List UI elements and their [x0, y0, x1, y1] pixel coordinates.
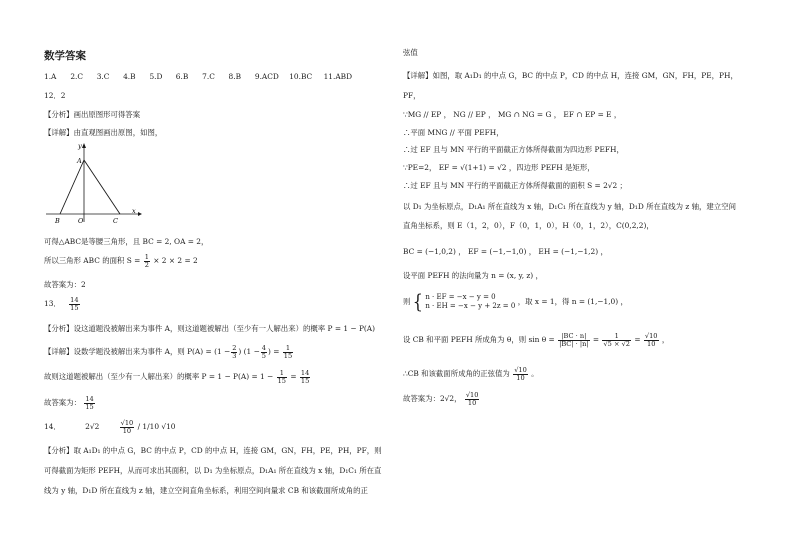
page-title: 数学答案 [44, 50, 86, 62]
frac-num: 4 [261, 344, 266, 352]
system-prefix: 则 [403, 297, 411, 307]
right-line-16-final [403, 392, 480, 406]
label-b: B [55, 217, 60, 225]
answer-6: 6.B [175, 72, 189, 81]
frac-num: √10 [514, 366, 527, 374]
system-suffix: ，取 x = 1，得 n = (1,−1,0) ， [517, 297, 628, 307]
right-line-2: 【详解】如图，取 A₁D₁ 的中点 G，BC 的中点 P，CD 的中点 H，连接 GM，GN，FH，PE，PH， [403, 71, 738, 80]
left-brace: { [412, 290, 423, 313]
frac-den: 15 [283, 351, 293, 360]
right-line-6: ∴过 EF 且与 MN 平行的平面截正方体所得截面为四边形 PEFH， [403, 145, 624, 154]
sine-fraction-1 [558, 333, 589, 347]
q13-answer-fraction [69, 297, 79, 311]
frac-num: 2 [232, 344, 237, 352]
conclusion-text: ∴CB 和该截面所成角的正弦值为 [403, 369, 510, 379]
q13-final-fraction [84, 396, 94, 410]
answer-9: 9.ACD [254, 72, 279, 81]
frac-den: 5 [261, 351, 266, 360]
frac-den: 15 [70, 303, 79, 312]
right-line-9: 以 D₁ 为坐标原点，D₁A₁ 所在直线为 x 轴，D₁C₁ 所在直线为 y 轴，D₁D 所在直线为 z 轴，建立空间 [403, 202, 736, 211]
q13-answer [44, 297, 81, 311]
label-x: x [132, 207, 136, 215]
equals-sign: = [592, 335, 600, 345]
frac-den: 3 [232, 351, 237, 360]
right-line-8: ∴过 EF 且与 MN 平行的平面截正方体所得截面的面积 S = 2√2 ； [403, 181, 627, 190]
right-line-4: ∵MG // EP ， NG // EP ， MG ∩ NG = G ， EF ∩ EP = E ， [403, 110, 622, 119]
right-line-11-vectors: BC = (−1,0,2) ， EF = (−1,−1,0) ， EH = (−1,−1,2) ， [403, 247, 608, 256]
equation-2: n · EH = −x − y + 2z = 0 [425, 302, 516, 311]
label-a: A [77, 157, 82, 165]
frac-num: 14 [85, 395, 94, 403]
y-axis-arrow [82, 143, 86, 148]
answer-5: 5.D [149, 72, 163, 81]
q12-line2 [44, 254, 198, 268]
frac-num: |BC · n| [558, 333, 589, 341]
equals-sign: = [634, 335, 641, 345]
answer-2: 2.C [70, 72, 84, 81]
right-line-15 [403, 367, 539, 381]
choice-answers [44, 73, 352, 82]
frac-num: 1 [144, 253, 149, 261]
frac-den: 15 [300, 376, 310, 385]
answer-8: 8.B [228, 72, 241, 81]
fraction-14-15 [300, 370, 310, 384]
right-line-7: ∵PE=2， EF = √(1+1) = √2 ，四边形 PEFH 是矩形， [403, 163, 595, 172]
frac-den: 15 [277, 376, 286, 385]
label-y: y [78, 142, 82, 150]
final-text: 故答案为：2√2， [403, 394, 462, 404]
fraction-half [144, 254, 150, 268]
right-line-1: 弦值 [403, 48, 418, 57]
q12-line2-tail: × 2 × 2 = 2 [153, 256, 198, 266]
x-axis-arrow [138, 212, 142, 216]
sine-fraction-3 [644, 333, 659, 347]
frac-num: √10 [465, 391, 479, 399]
sine-fraction-2 [602, 333, 631, 347]
fraction-1-15 [283, 345, 293, 359]
frac-num: 1 [283, 345, 293, 353]
frac-den: 2 [144, 260, 149, 269]
frac-den: 10 [122, 426, 132, 435]
equals-sign: = [290, 372, 297, 382]
paren-close-1: ) [238, 347, 242, 357]
frac-num: √10 [120, 419, 134, 427]
q14-analysis-3: 线为 y 轴，D₁D 所在直线为 z 轴，建立空间直角坐标系，利用空间向量求 CB 和该截面所成角的正 [44, 486, 368, 495]
final-fraction [465, 392, 480, 406]
frac-den: 15 [85, 402, 94, 411]
side-ab [60, 160, 84, 214]
q13-number: 13． [44, 299, 61, 309]
fraction-2-3 [231, 345, 237, 359]
frac-den: |BC| · |n| [559, 339, 589, 348]
q14-answer-2 [120, 420, 135, 434]
answer-10: 10.BC [289, 72, 313, 81]
q12-analysis: 【分析】画出原图形可得答案 [44, 110, 141, 119]
q14-answer [44, 420, 176, 434]
answer-3: 3.C [96, 72, 110, 81]
equation-system [425, 293, 515, 311]
frac-den: 10 [516, 373, 525, 382]
paren-open-2: (1 − [243, 347, 260, 357]
label-c: C [113, 217, 118, 225]
q13-line3 [44, 370, 311, 384]
conclusion-fraction [513, 367, 528, 381]
frac-num: 1 [602, 333, 631, 341]
frac-num: √10 [644, 332, 658, 340]
answer-4: 4.B [123, 72, 136, 81]
right-line-14-sine [403, 333, 669, 347]
fraction-1-15b [277, 370, 287, 384]
right-line-3: PF， [403, 91, 421, 100]
q12-number: 12．2 [44, 91, 66, 100]
conclusion-period: 。 [531, 369, 539, 379]
frac-num: 1 [277, 370, 287, 378]
frac-num: 14 [70, 296, 79, 304]
answer-11: 11.ABD [323, 72, 353, 81]
q13-detail-text: 【详解】设数学题没被解出来为事件 A，则 P(A) = [44, 347, 212, 357]
sine-comma: ， [661, 335, 670, 345]
q13-final-text: 故答案为： [44, 398, 81, 408]
right-line-13-system [403, 290, 628, 313]
q13-analysis: 【分析】设这道题没被解出来为事件 A，则这道题被解出（至少有一人解出来）的概率 P = 1 − P(A) [44, 324, 376, 333]
q14-analysis-1: 【分析】取 A₁D₁ 的中点 G，BC 的中点 P，CD 的中点 H，连接 GM，GN，FH，PE，PH，PF，则 [44, 446, 382, 455]
q14-analysis-2: 可得截面为矩形 PEFH，从而可求出其面积，以 D₁ 为坐标原点，D₁A₁ 所在直线为 x 轴，D₁C₁ 所在直 [44, 466, 382, 475]
q12-triangle-figure [44, 140, 144, 230]
side-ac [84, 160, 120, 214]
fraction-4-5 [261, 345, 267, 359]
q13-line3-text: 故则这道题被解出（至少有一人解出来）的概率 P = 1 − P(A) = 1 − [44, 372, 274, 382]
q14-answer-1: 2√2 [85, 422, 100, 432]
frac-den: √5 × √2 [603, 339, 630, 348]
paren-open-1: (1 − [214, 347, 231, 357]
frac-den: 10 [467, 398, 477, 407]
answer-7: 7.C [202, 72, 215, 81]
q12-detail: 【详解】由直观图画出原图，如图， [44, 128, 163, 137]
q13-detail [44, 345, 294, 359]
q12-final: 故答案为：2 [44, 280, 86, 289]
q13-final [44, 396, 96, 410]
q12-line1: 可得△ABC是等腰三角形，且 BC = 2, OA = 2， [44, 237, 209, 246]
right-line-10: 直角坐标系，则 E（1，2，0），F（0，1，0），H（0，1，2），C(0,2,2)， [403, 221, 654, 230]
frac-den: 10 [647, 339, 656, 348]
q14-number: 14． [44, 422, 61, 432]
paren-close-2: ) = [268, 347, 280, 357]
answer-1: 1.A [44, 72, 57, 81]
q12-line2-text: 所以三角形 ABC 的面积 S = [44, 256, 141, 266]
frac-num: 14 [300, 369, 310, 377]
right-line-12: 设平面 PEFH 的法向量为 n = (x, y, z) ， [403, 271, 543, 280]
right-line-5: ∴平面 MNG // 平面 PEFH， [403, 128, 504, 137]
sine-prefix: 设 CB 和平面 PEFH 所成角为 θ，则 sin θ = [403, 335, 555, 345]
q14-answer-3: / 1/10 √10 [137, 422, 176, 432]
equation-1: n · EF = −x − y = 0 [425, 293, 496, 301]
label-o: O [78, 217, 84, 225]
